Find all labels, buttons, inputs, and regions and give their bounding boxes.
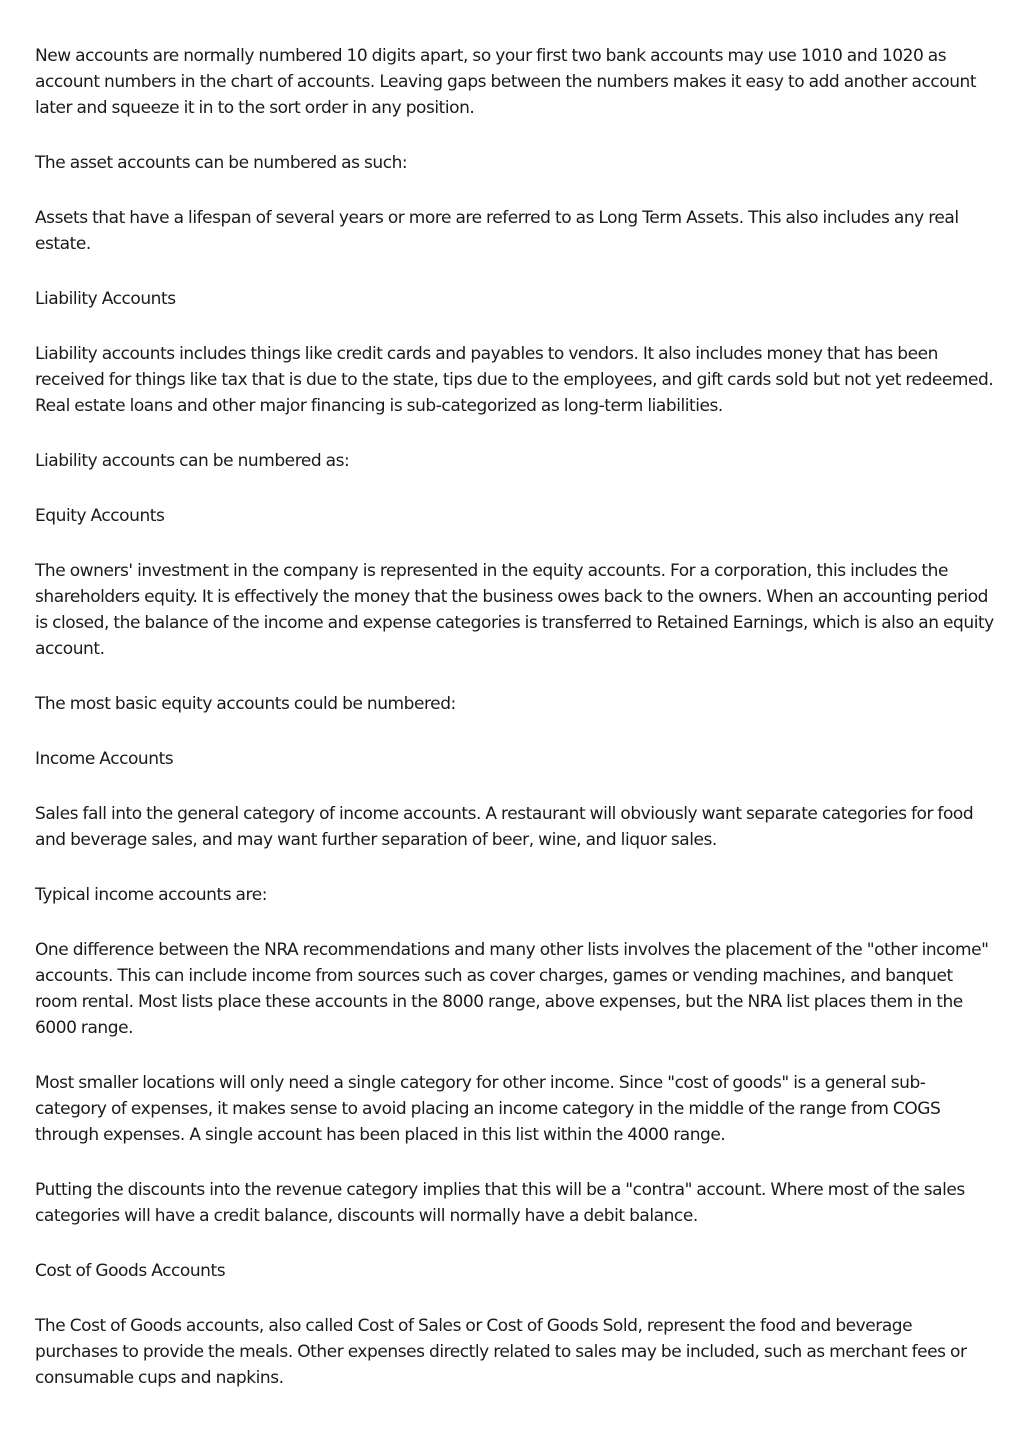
paragraph-asset-numbering-intro: The asset accounts can be numbered as such: — [35, 153, 408, 173]
paragraph-other-income-placement: One difference between the NRA recommendations and many other lists involves the placement of the "other income" accounts. This can include income from sources such as cover charges, games or vending machines, and banquet room rental. Most lists place these accounts in the 8000 range, above expenses, but the NRA list places them in the 6000 range. — [35, 940, 989, 1038]
paragraph-equity-description: The owners' investment in the company is represented in the equity accounts. For a corporation, this includes the shareholders equity. It is effectively the money that the business owes back to the owners. When an accounting period is closed, the balance of the income and expense categories is transferred to Retained Earnings, which is also an equity account. — [35, 561, 994, 659]
paragraph-income-description: Sales fall into the general category of income accounts. A restaurant will obviously want separate categories for food and beverage sales, and may want further separation of beer, wine, and liquor sales. — [35, 804, 974, 850]
paragraph-long-term-assets: Assets that have a lifespan of several years or more are referred to as Long Term Assets. This also includes any real estate. — [35, 208, 959, 254]
heading-equity-accounts: Equity Accounts — [35, 506, 165, 526]
document-body — [35, 43, 995, 1420]
heading-liability-accounts: Liability Accounts — [35, 289, 176, 309]
paragraph-account-numbering: New accounts are normally numbered 10 digits apart, so your first two bank accounts may use 1010 and 1020 as account numbers in the chart of accounts. Leaving gaps between the numbers makes it easy to add another account later and squeeze it in to the sort order in any position. — [35, 46, 977, 118]
paragraph-cost-of-goods-description: The Cost of Goods accounts, also called Cost of Sales or Cost of Goods Sold, represent the food and beverage purchases to provide the meals. Other expenses directly related to sales may be included, such as merchant fees or consumable cups and napkins. — [35, 1316, 967, 1388]
paragraph-discounts-contra: Putting the discounts into the revenue category implies that this will be a "contra" account. Where most of the sales categories will have a credit balance, discounts will normally have a debit balance. — [35, 1180, 965, 1226]
paragraph-equity-numbering-intro: The most basic equity accounts could be numbered: — [35, 694, 456, 714]
paragraph-liability-description: Liability accounts includes things like credit cards and payables to vendors. It also includes money that has been received for things like tax that is due to the state, tips due to the employees, and gift cards sold but not yet redeemed. Real estate loans and other major financing is sub-categorized as long-term liabilities. — [35, 344, 994, 416]
heading-cost-of-goods-accounts: Cost of Goods Accounts — [35, 1261, 226, 1281]
heading-income-accounts: Income Accounts — [35, 749, 174, 769]
paragraph-income-typical-intro: Typical income accounts are: — [35, 885, 267, 905]
paragraph-liability-numbering-intro: Liability accounts can be numbered as: — [35, 451, 350, 471]
paragraph-single-other-income: Most smaller locations will only need a single category for other income. Since "cost of goods" is a general sub-category of expenses, it makes sense to avoid placing an income category in the middle of the range from COGS through expenses. A single account has been placed in this list within the 4000 range. — [35, 1073, 941, 1145]
